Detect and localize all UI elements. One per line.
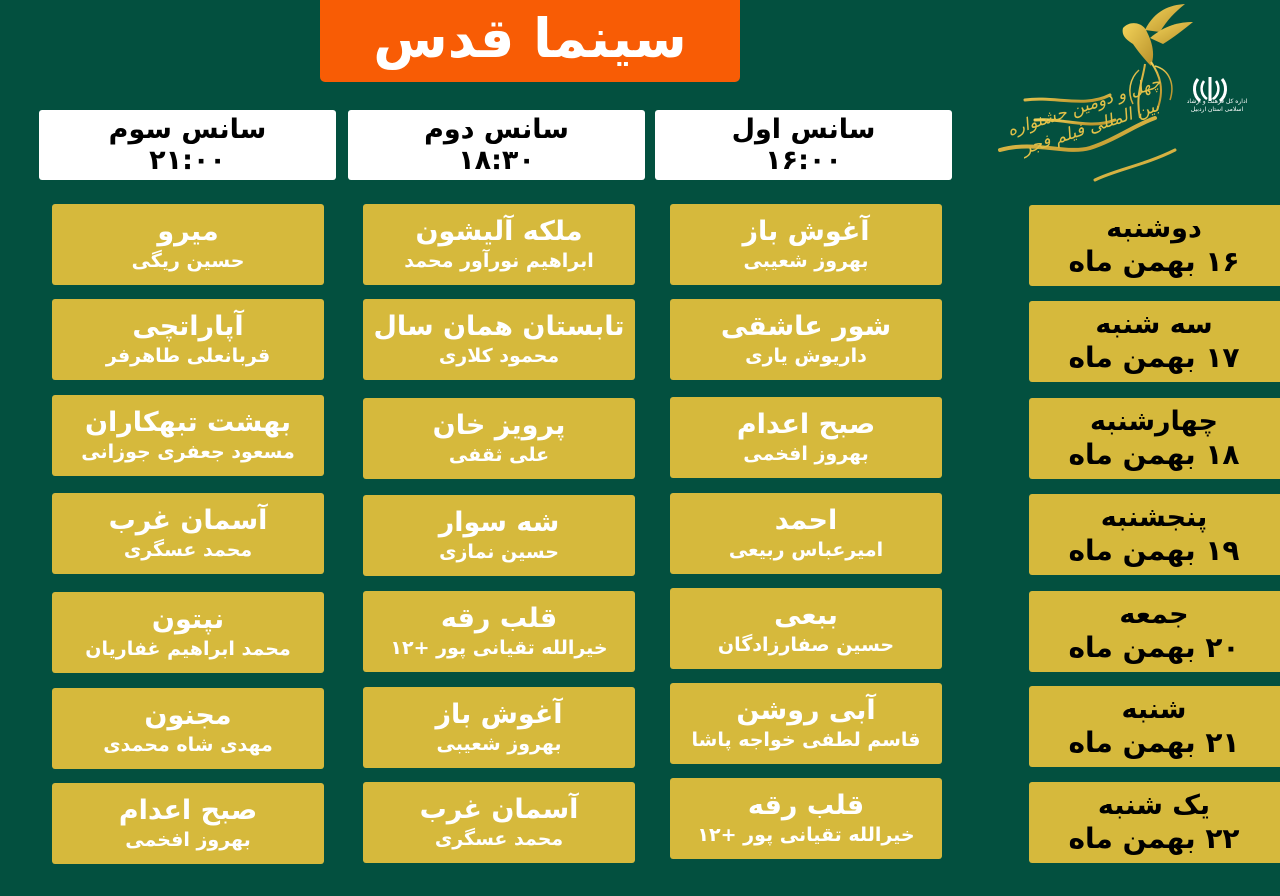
session-label: سانس اول xyxy=(731,114,876,145)
film-cell xyxy=(363,591,635,672)
film-director: قربانعلی طاهرفر xyxy=(105,344,271,367)
film-cell xyxy=(52,688,324,769)
film-director: بهروز شعیبی xyxy=(436,732,562,755)
day-name: یک شنبه xyxy=(1097,789,1211,821)
film-title: مجنون xyxy=(144,699,232,731)
film-cell xyxy=(363,299,635,380)
day-cell xyxy=(1029,205,1280,286)
film-director: بهروز شعیبی xyxy=(743,249,869,272)
film-cell xyxy=(670,493,942,574)
film-director: قاسم لطفی خواجه پاشا xyxy=(691,728,921,751)
film-cell xyxy=(52,783,324,864)
session-time: ۱۸:۳۰ xyxy=(458,145,535,176)
day-date: ۲۱ بهمن ماه xyxy=(1068,725,1240,759)
film-title: آسمان غرب xyxy=(108,504,268,536)
film-director: محمد عسگری xyxy=(434,827,564,850)
film-director: محمد عسگری xyxy=(123,538,253,561)
session-header-third xyxy=(39,110,336,180)
film-cell xyxy=(52,493,324,574)
film-cell xyxy=(363,495,635,576)
film-title: ببعی xyxy=(774,599,838,631)
day-name: شنبه xyxy=(1121,693,1187,725)
film-cell xyxy=(363,204,635,285)
film-title: آغوش باز xyxy=(435,698,563,730)
film-title: پرویز خان xyxy=(432,409,566,441)
film-title: آسمان غرب xyxy=(419,793,579,825)
day-date: ۲۲ بهمن ماه xyxy=(1068,821,1240,855)
film-cell xyxy=(670,299,942,380)
session-label: سانس سوم xyxy=(108,114,267,145)
film-title: صبح اعدام xyxy=(118,794,258,826)
film-director: ابراهیم نورآور محمد xyxy=(404,249,594,272)
film-director: داریوش یاری xyxy=(745,344,867,367)
film-title: بهشت تبهکاران xyxy=(84,406,292,438)
film-director: امیرعباس ربیعی xyxy=(728,538,884,561)
film-director: مسعود جعفری جوزانی xyxy=(81,440,295,463)
film-director: حسین نمازی xyxy=(439,540,559,563)
film-director: حسین صفارزادگان xyxy=(717,633,895,656)
film-cell xyxy=(670,204,942,285)
film-title: آبی روشن xyxy=(736,694,876,726)
day-date: ۱۸ بهمن ماه xyxy=(1068,437,1240,471)
film-cell xyxy=(52,299,324,380)
day-cell xyxy=(1029,494,1280,575)
film-director: مهدی شاه محمدی xyxy=(103,733,273,756)
film-title: نپتون xyxy=(151,603,225,635)
film-cell xyxy=(363,782,635,863)
film-director: محمد ابراهیم غفاریان xyxy=(85,637,291,660)
session-time: ۱۶:۰۰ xyxy=(765,145,842,176)
day-cell xyxy=(1029,398,1280,479)
day-cell xyxy=(1029,686,1280,767)
cinema-title-banner xyxy=(320,0,740,82)
film-title: احمد xyxy=(774,504,838,536)
film-director: خیرالله تقیانی پور +۱۲ xyxy=(697,823,915,846)
day-date: ۲۰ بهمن ماه xyxy=(1068,630,1240,664)
film-title: تابستان همان سال xyxy=(373,310,625,342)
film-title: صبح اعدام xyxy=(736,408,876,440)
film-cell xyxy=(670,683,942,764)
day-date: ۱۹ بهمن ماه xyxy=(1068,533,1240,567)
film-director: حسین ریگی xyxy=(131,249,245,272)
session-header-second xyxy=(348,110,645,180)
film-cell xyxy=(52,592,324,673)
day-name: سه شنبه xyxy=(1095,308,1213,340)
day-cell xyxy=(1029,782,1280,863)
film-title: ملکه آلیشون xyxy=(415,215,583,247)
film-cell xyxy=(670,778,942,859)
film-cell xyxy=(52,395,324,476)
emblem-caption: اداره کل فرهنگ و ارشاد اسلامی استان اردبیل xyxy=(1186,98,1248,113)
day-date: ۱۶ بهمن ماه xyxy=(1068,244,1240,278)
cinema-title: سینما قدس xyxy=(373,7,687,70)
film-title: میرو xyxy=(157,215,219,247)
film-title: شور عاشقی xyxy=(720,310,892,342)
film-director: بهروز افخمی xyxy=(125,828,251,851)
film-title: شه سوار xyxy=(438,506,560,538)
film-cell xyxy=(670,397,942,478)
film-cell xyxy=(52,204,324,285)
session-header-first xyxy=(655,110,952,180)
film-title: قلب رقه xyxy=(440,602,558,634)
film-director: خیرالله تقیانی پور +۱۲ xyxy=(390,636,608,659)
film-title: آغوش باز xyxy=(742,215,870,247)
day-cell xyxy=(1029,591,1280,672)
film-cell xyxy=(363,687,635,768)
film-director: بهروز افخمی xyxy=(743,442,869,465)
session-label: سانس دوم xyxy=(424,114,569,145)
day-name: چهارشنبه xyxy=(1090,405,1218,437)
day-name: دوشنبه xyxy=(1106,212,1202,244)
film-cell xyxy=(670,588,942,669)
film-director: محمود کلاری xyxy=(438,344,560,367)
film-title: آپاراتچی xyxy=(132,310,244,342)
film-cell xyxy=(363,398,635,479)
session-time: ۲۱:۰۰ xyxy=(149,145,226,176)
film-title: قلب رقه xyxy=(747,789,865,821)
festival-logo-text: چهل و دومین جشنواره بین المللی فیلم فجر xyxy=(1004,72,1164,160)
day-name: جمعه xyxy=(1119,598,1189,630)
day-cell xyxy=(1029,301,1280,382)
day-name: پنجشنبه xyxy=(1100,501,1208,533)
day-date: ۱۷ بهمن ماه xyxy=(1068,340,1240,374)
film-director: علی ثقفی xyxy=(448,443,550,466)
